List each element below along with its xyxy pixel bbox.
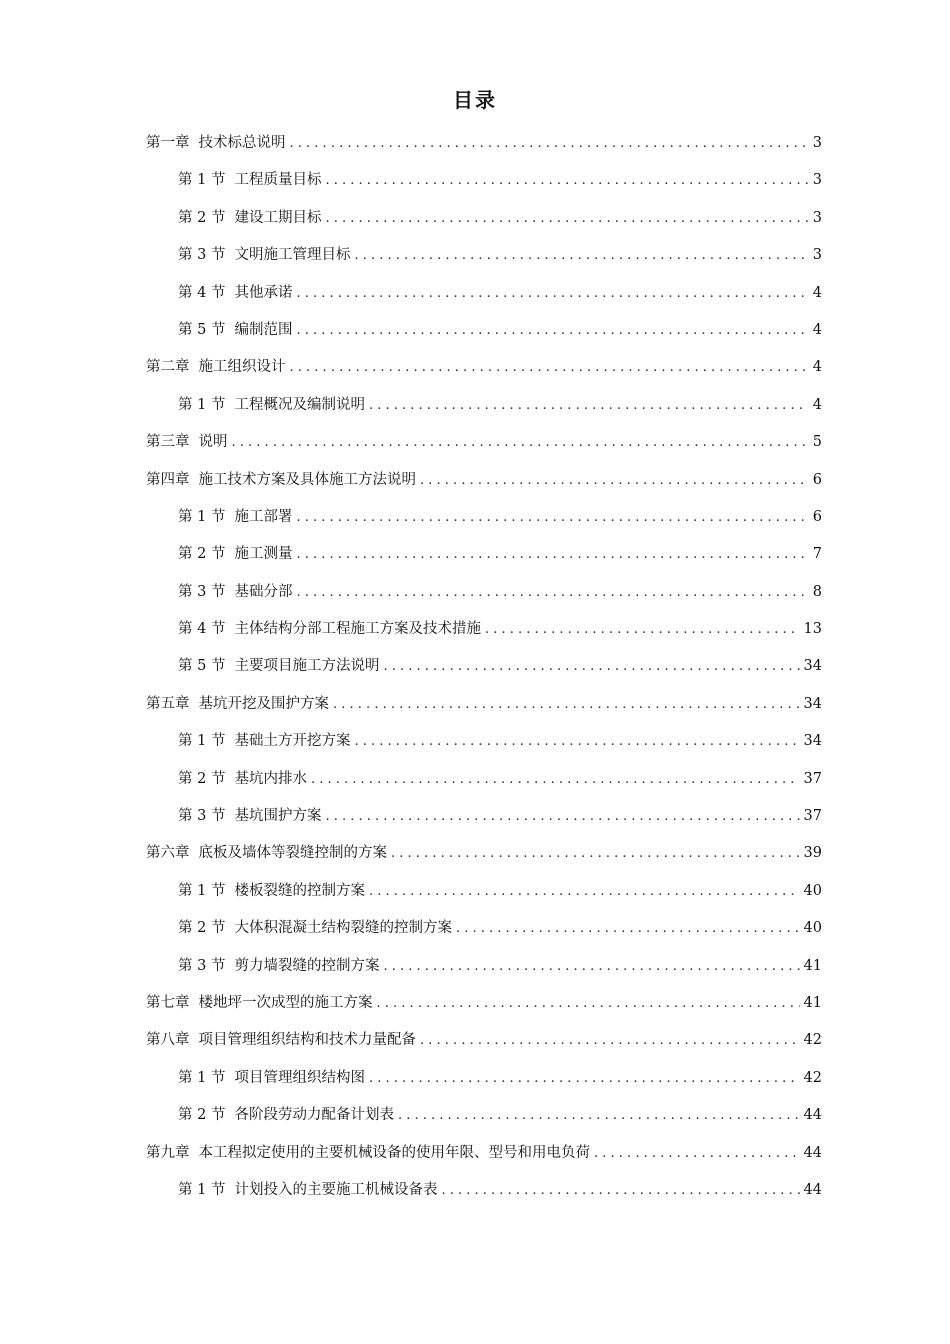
toc-dot-leader (325, 162, 808, 199)
toc-page-number: 37 (803, 808, 822, 825)
toc-page-number: 4 (812, 359, 822, 376)
toc-entry-label (146, 835, 387, 872)
toc-page-number: 13 (803, 621, 822, 638)
toc-section-entry[interactable] (146, 200, 822, 237)
toc-entry-text: 施工部署 (234, 508, 293, 525)
toc-entry-text: 基坑内排水 (234, 770, 307, 787)
page-title: 目录 (453, 88, 497, 112)
toc-entry-number: 第 1 节 (178, 882, 226, 899)
toc-section-entry[interactable] (146, 574, 822, 611)
toc-entry-number: 第 4 节 (178, 621, 226, 638)
toc-dot-leader (296, 312, 808, 349)
toc-chapter-entry[interactable] (146, 835, 822, 872)
toc-entry-number: 第 3 节 (178, 247, 226, 264)
toc-entry-text: 项目管理组织结构图 (234, 1069, 365, 1086)
toc-entry-number: 第 1 节 (178, 733, 226, 750)
toc-dot-leader (296, 574, 808, 611)
toc-dot-leader (441, 1172, 799, 1209)
toc-dot-leader (594, 1135, 800, 1172)
toc-entry-text: 编制范围 (234, 321, 293, 338)
toc-entry-number: 第 3 节 (178, 808, 226, 825)
toc-entry-number: 第 1 节 (178, 1181, 226, 1198)
toc-entry-label (178, 1060, 365, 1097)
toc-dot-leader (485, 611, 800, 648)
toc-entry-number: 第三章 (146, 434, 190, 451)
toc-entry-number: 第 5 节 (178, 321, 226, 338)
toc-chapter-entry[interactable] (146, 424, 822, 461)
toc-dot-leader (369, 1060, 800, 1097)
toc-entry-label (178, 648, 379, 685)
toc-entry-text: 基础分部 (234, 583, 293, 600)
toc-entry-text: 工程质量目标 (234, 172, 322, 189)
toc-section-entry[interactable] (146, 761, 822, 798)
toc-entry-text: 大体积混凝土结构裂缝的控制方案 (234, 920, 452, 937)
toc-entry-number: 第一章 (146, 135, 190, 151)
toc-section-entry[interactable] (146, 312, 822, 349)
toc-entry-label (178, 237, 350, 274)
toc-entry-number: 第 2 节 (178, 209, 226, 226)
toc-page-number: 3 (812, 135, 822, 151)
toc-dot-leader (354, 723, 799, 760)
toc-entry-text: 剪力墙裂缝的控制方案 (234, 957, 380, 974)
toc-section-entry[interactable] (146, 387, 822, 424)
toc-entry-text: 技术标总说明 (198, 135, 286, 151)
toc-entry-text: 基础土方开挖方案 (234, 733, 351, 750)
toc-entry-text: 建设工期目标 (234, 209, 322, 226)
toc-entry-text: 底板及墙体等裂缝控制的方案 (198, 845, 387, 862)
toc-entry-label (178, 200, 321, 237)
toc-entry-label (178, 910, 452, 947)
toc-page-number: 34 (803, 733, 822, 750)
toc-page-number: 3 (812, 247, 822, 264)
toc-section-entry[interactable] (146, 873, 822, 910)
toc-entry-text: 主要项目施工方法说明 (234, 658, 380, 675)
toc-dot-leader (290, 349, 809, 386)
toc-entry-text: 说明 (198, 434, 228, 451)
toc-entry-text: 本工程拟定使用的主要机械设备的使用年限、型号和用电负荷 (198, 1144, 590, 1161)
toc-dot-leader (325, 200, 808, 237)
toc-section-entry[interactable] (146, 798, 822, 835)
toc-entry-label (178, 611, 481, 648)
toc-entry-number: 第 2 节 (178, 770, 226, 787)
toc-page-number: 4 (812, 284, 822, 301)
toc-page-number: 34 (803, 695, 822, 712)
toc-entry-text: 文明施工管理目标 (234, 247, 351, 264)
toc-dot-leader (420, 462, 808, 499)
toc-entry-number: 第四章 (146, 471, 190, 488)
toc-entry-label (178, 499, 292, 536)
toc-dot-leader (296, 499, 808, 536)
toc-entry-label (178, 1097, 394, 1134)
toc-entry-label (178, 723, 350, 760)
toc-entry-text: 施工测量 (234, 546, 293, 563)
toc-section-entry[interactable] (146, 162, 822, 199)
toc-entry-label (178, 536, 292, 573)
toc-entry-text: 各阶段劳动力配备计划表 (234, 1107, 394, 1124)
toc-section-entry[interactable] (146, 1097, 822, 1134)
toc-entry-label (146, 349, 286, 386)
toc-dot-leader (325, 798, 799, 835)
toc-section-entry[interactable] (146, 948, 822, 985)
toc-page-number: 6 (812, 471, 822, 488)
toc-entry-text: 项目管理组织结构和技术力量配备 (198, 1032, 416, 1049)
toc-dot-leader (369, 387, 808, 424)
toc-dot-leader (232, 424, 809, 461)
toc-entry-label (178, 873, 365, 910)
toc-dot-leader (456, 910, 800, 947)
toc-entry-number: 第 1 节 (178, 396, 226, 413)
toc-entry-text: 楼板裂缝的控制方案 (234, 882, 365, 899)
toc-page-number: 41 (803, 957, 822, 974)
toc-entry-text: 计划投入的主要施工机械设备表 (234, 1181, 438, 1198)
toc-dot-leader (354, 237, 808, 274)
toc-chapter-entry[interactable] (146, 1022, 822, 1059)
toc-entry-label (178, 312, 292, 349)
toc-entry-number: 第八章 (146, 1032, 190, 1049)
toc-entry-number: 第 1 节 (178, 508, 226, 525)
toc-entry-text: 施工组织设计 (198, 359, 286, 376)
toc-entry-text: 基坑开挖及围护方案 (198, 695, 329, 712)
toc-entry-label (178, 387, 365, 424)
toc-chapter-entry[interactable] (146, 1135, 822, 1172)
toc-page-number: 37 (803, 770, 822, 787)
toc-page-number: 42 (803, 1069, 822, 1086)
toc-entry-number: 第六章 (146, 845, 190, 862)
toc-section-entry[interactable] (146, 910, 822, 947)
toc-entry-label (178, 798, 321, 835)
toc-dot-leader (420, 1022, 800, 1059)
toc-entry-number: 第 1 节 (178, 1069, 226, 1086)
toc-page-number: 44 (803, 1144, 822, 1161)
toc-dot-leader (391, 835, 800, 872)
table-of-contents (146, 125, 822, 1209)
toc-section-entry[interactable] (146, 499, 822, 536)
toc-chapter-entry[interactable] (146, 125, 822, 162)
toc-page-number: 44 (803, 1107, 822, 1124)
toc-entry-label (178, 574, 292, 611)
toc-section-entry[interactable] (146, 648, 822, 685)
toc-entry-label (146, 424, 228, 461)
toc-dot-leader (311, 761, 800, 798)
toc-page-number: 39 (803, 845, 822, 862)
toc-entry-text: 工程概况及编制说明 (234, 396, 365, 413)
toc-entry-label (178, 162, 321, 199)
toc-entry-label (178, 948, 379, 985)
toc-dot-leader (296, 536, 808, 573)
toc-entry-number: 第七章 (146, 994, 190, 1011)
toc-entry-number: 第 1 节 (178, 172, 226, 189)
toc-chapter-entry[interactable] (146, 349, 822, 386)
toc-chapter-entry[interactable] (146, 985, 822, 1022)
toc-page-number: 5 (812, 434, 822, 451)
toc-dot-leader (296, 275, 808, 312)
toc-page-number: 41 (803, 994, 822, 1011)
toc-entry-text: 楼地坪一次成型的施工方案 (198, 994, 373, 1011)
toc-entry-label (146, 462, 416, 499)
toc-entry-number: 第 5 节 (178, 658, 226, 675)
toc-entry-label (178, 275, 292, 312)
toc-entry-number: 第九章 (146, 1144, 190, 1161)
toc-section-entry[interactable] (146, 723, 822, 760)
toc-entry-number: 第 2 节 (178, 920, 226, 937)
toc-chapter-entry[interactable] (146, 686, 822, 723)
toc-section-entry[interactable] (146, 536, 822, 573)
toc-page-number: 44 (803, 1181, 822, 1198)
toc-entry-label (178, 761, 307, 798)
toc-entry-number: 第 4 节 (178, 284, 226, 301)
toc-entry-label (146, 686, 329, 723)
toc-entry-label (146, 1022, 416, 1059)
toc-entry-text: 其他承诺 (234, 284, 293, 301)
toc-dot-leader (377, 985, 800, 1022)
toc-entry-text: 主体结构分部工程施工方案及技术措施 (234, 621, 481, 638)
toc-section-entry[interactable] (146, 275, 822, 312)
toc-entry-number: 第 3 节 (178, 957, 226, 974)
toc-section-entry[interactable] (146, 611, 822, 648)
toc-entry-text: 施工技术方案及具体施工方法说明 (198, 471, 416, 488)
toc-page-number: 42 (803, 1032, 822, 1049)
toc-section-entry[interactable] (146, 1060, 822, 1097)
toc-page-number: 7 (812, 546, 822, 563)
toc-page-number: 40 (803, 920, 822, 937)
toc-dot-leader (369, 873, 800, 910)
toc-section-entry[interactable] (146, 1172, 822, 1209)
toc-entry-number: 第五章 (146, 695, 190, 712)
toc-dot-leader (398, 1097, 800, 1134)
toc-page-number: 3 (812, 209, 822, 226)
toc-chapter-entry[interactable] (146, 462, 822, 499)
toc-page-number: 40 (803, 882, 822, 899)
toc-page-number: 6 (812, 508, 822, 525)
toc-page-number: 3 (812, 172, 822, 189)
toc-dot-leader (290, 125, 809, 162)
toc-page-number: 4 (812, 321, 822, 338)
toc-entry-number: 第二章 (146, 359, 190, 376)
toc-entry-number: 第 3 节 (178, 583, 226, 600)
toc-page-number: 4 (812, 396, 822, 413)
toc-entry-label (146, 985, 373, 1022)
toc-page-number: 34 (803, 658, 822, 675)
toc-page-number: 8 (812, 583, 822, 600)
toc-dot-leader (383, 948, 799, 985)
toc-entry-label (146, 125, 286, 162)
toc-entry-label (178, 1172, 437, 1209)
toc-entry-text: 基坑围护方案 (234, 808, 322, 825)
toc-entry-number: 第 2 节 (178, 546, 226, 563)
toc-section-entry[interactable] (146, 237, 822, 274)
toc-dot-leader (383, 648, 799, 685)
toc-entry-label (146, 1135, 590, 1172)
toc-entry-number: 第 2 节 (178, 1107, 226, 1124)
toc-dot-leader (333, 686, 800, 723)
